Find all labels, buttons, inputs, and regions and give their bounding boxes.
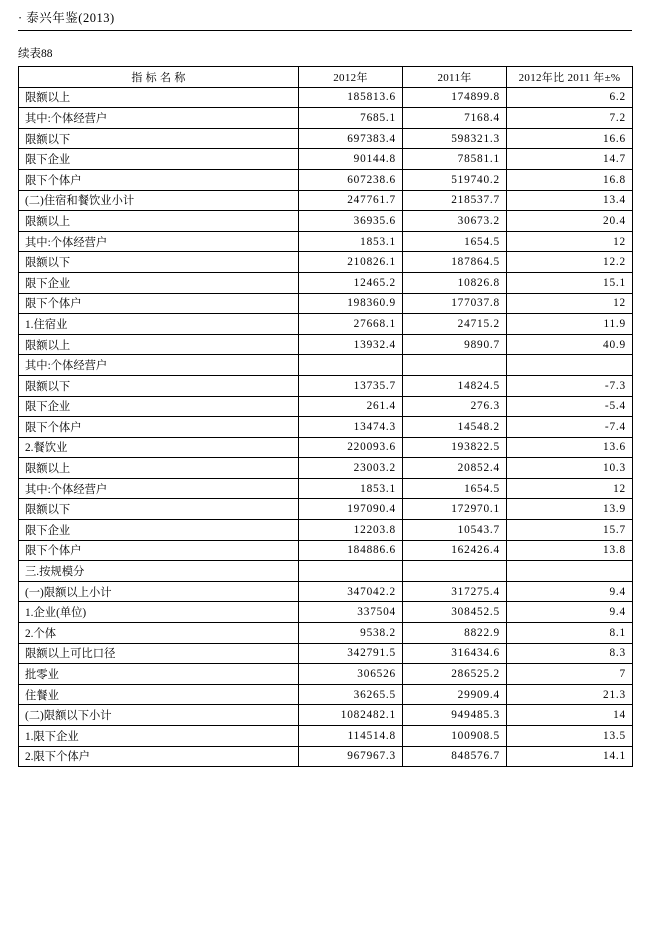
cell-2012: 90144.8 bbox=[299, 149, 403, 170]
cell-2012: 337504 bbox=[299, 602, 403, 623]
row-label: 限额以下 bbox=[19, 499, 299, 520]
table-row bbox=[19, 540, 633, 561]
row-label: 其中:个体经营户 bbox=[19, 108, 299, 129]
table-row bbox=[19, 231, 633, 252]
cell-pct bbox=[507, 561, 633, 582]
cell-pct: 14.1 bbox=[507, 746, 633, 767]
row-label: 1.企业(单位) bbox=[19, 602, 299, 623]
row-label: 限下企业 bbox=[19, 149, 299, 170]
cell-2012: 1082482.1 bbox=[299, 705, 403, 726]
row-label: 1.限下企业 bbox=[19, 726, 299, 747]
cell-2011: 24715.2 bbox=[403, 314, 507, 335]
cell-pct: 7 bbox=[507, 664, 633, 685]
cell-2011: 848576.7 bbox=[403, 746, 507, 767]
cell-pct: 14 bbox=[507, 705, 633, 726]
table-row bbox=[19, 684, 633, 705]
cell-2012: 306526 bbox=[299, 664, 403, 685]
cell-2011: 162426.4 bbox=[403, 540, 507, 561]
table-row bbox=[19, 169, 633, 190]
table-row bbox=[19, 643, 633, 664]
row-label: 限下企业 bbox=[19, 396, 299, 417]
row-label: 2.餐饮业 bbox=[19, 437, 299, 458]
table-row bbox=[19, 334, 633, 355]
cell-2011: 20852.4 bbox=[403, 458, 507, 479]
continuation-label: 续表88 bbox=[18, 48, 53, 60]
column-header-indicator: 指 标 名 称 bbox=[19, 67, 299, 88]
cell-2012: 185813.6 bbox=[299, 87, 403, 108]
cell-2012: 27668.1 bbox=[299, 314, 403, 335]
cell-pct: 13.5 bbox=[507, 726, 633, 747]
cell-2011: 14548.2 bbox=[403, 417, 507, 438]
cell-pct: 15.1 bbox=[507, 272, 633, 293]
cell-2011: 286525.2 bbox=[403, 664, 507, 685]
table-row bbox=[19, 726, 633, 747]
cell-2011: 316434.6 bbox=[403, 643, 507, 664]
cell-2011: 10543.7 bbox=[403, 520, 507, 541]
table-row bbox=[19, 664, 633, 685]
cell-pct: 13.4 bbox=[507, 190, 633, 211]
cell-2011: 276.3 bbox=[403, 396, 507, 417]
table-row bbox=[19, 375, 633, 396]
cell-2012: 210826.1 bbox=[299, 252, 403, 273]
cell-2012: 13474.3 bbox=[299, 417, 403, 438]
row-label: 其中:个体经营户 bbox=[19, 355, 299, 376]
table-row bbox=[19, 520, 633, 541]
cell-2012: 247761.7 bbox=[299, 190, 403, 211]
cell-2011: 14824.5 bbox=[403, 375, 507, 396]
cell-pct: 13.8 bbox=[507, 540, 633, 561]
row-label: 限额以上 bbox=[19, 458, 299, 479]
table-row bbox=[19, 128, 633, 149]
table-row bbox=[19, 458, 633, 479]
cell-pct: 9.4 bbox=[507, 581, 633, 602]
table-row bbox=[19, 211, 633, 232]
table-row bbox=[19, 87, 633, 108]
cell-2012: 261.4 bbox=[299, 396, 403, 417]
cell-2012: 607238.6 bbox=[299, 169, 403, 190]
row-label: 限下个体户 bbox=[19, 540, 299, 561]
cell-2011: 519740.2 bbox=[403, 169, 507, 190]
cell-2012 bbox=[299, 561, 403, 582]
row-label: 限额以下 bbox=[19, 128, 299, 149]
cell-2012: 697383.4 bbox=[299, 128, 403, 149]
row-label: 限下企业 bbox=[19, 272, 299, 293]
table-row bbox=[19, 602, 633, 623]
row-label: 限额以上 bbox=[19, 211, 299, 232]
cell-2012: 23003.2 bbox=[299, 458, 403, 479]
cell-2012: 184886.6 bbox=[299, 540, 403, 561]
table-row bbox=[19, 108, 633, 129]
cell-pct: 20.4 bbox=[507, 211, 633, 232]
cell-2012: 347042.2 bbox=[299, 581, 403, 602]
table-row bbox=[19, 746, 633, 767]
cell-2011: 7168.4 bbox=[403, 108, 507, 129]
cell-2011: 29909.4 bbox=[403, 684, 507, 705]
row-label: 其中:个体经营户 bbox=[19, 478, 299, 499]
cell-2011: 177037.8 bbox=[403, 293, 507, 314]
cell-2011: 949485.3 bbox=[403, 705, 507, 726]
cell-2011: 193822.5 bbox=[403, 437, 507, 458]
table-row bbox=[19, 293, 633, 314]
cell-pct: 12 bbox=[507, 231, 633, 252]
cell-pct: 40.9 bbox=[507, 334, 633, 355]
header-divider bbox=[18, 30, 632, 31]
row-label: 限下个体户 bbox=[19, 169, 299, 190]
cell-2011: 8822.9 bbox=[403, 623, 507, 644]
cell-2011: 172970.1 bbox=[403, 499, 507, 520]
row-label: (一)限额以上小计 bbox=[19, 581, 299, 602]
row-label: 住餐业 bbox=[19, 684, 299, 705]
cell-pct: 13.6 bbox=[507, 437, 633, 458]
table-row bbox=[19, 149, 633, 170]
row-label: 限额以上 bbox=[19, 334, 299, 355]
column-header-2011: 2011年 bbox=[403, 67, 507, 88]
row-label: 批零业 bbox=[19, 664, 299, 685]
row-label: 2.限下个体户 bbox=[19, 746, 299, 767]
cell-pct: 8.1 bbox=[507, 623, 633, 644]
cell-2011: 1654.5 bbox=[403, 231, 507, 252]
cell-2012: 1853.1 bbox=[299, 231, 403, 252]
table-row bbox=[19, 623, 633, 644]
row-label: 限下企业 bbox=[19, 520, 299, 541]
cell-2012 bbox=[299, 355, 403, 376]
cell-2012: 1853.1 bbox=[299, 478, 403, 499]
cell-2011 bbox=[403, 561, 507, 582]
cell-pct bbox=[507, 355, 633, 376]
cell-2011: 598321.3 bbox=[403, 128, 507, 149]
table-row bbox=[19, 705, 633, 726]
column-header-pct: 2012年比 2011 年±% bbox=[507, 67, 633, 88]
cell-2012: 13735.7 bbox=[299, 375, 403, 396]
cell-pct: -7.4 bbox=[507, 417, 633, 438]
cell-2012: 197090.4 bbox=[299, 499, 403, 520]
cell-2012: 36265.5 bbox=[299, 684, 403, 705]
cell-pct: 13.9 bbox=[507, 499, 633, 520]
cell-pct: 16.8 bbox=[507, 169, 633, 190]
row-label: (二)住宿和餐饮业小计 bbox=[19, 190, 299, 211]
cell-2011: 317275.4 bbox=[403, 581, 507, 602]
row-label: 限额以上可比口径 bbox=[19, 643, 299, 664]
cell-2011: 187864.5 bbox=[403, 252, 507, 273]
cell-2012: 13932.4 bbox=[299, 334, 403, 355]
row-label: 限下个体户 bbox=[19, 293, 299, 314]
cell-pct: 10.3 bbox=[507, 458, 633, 479]
cell-2012: 220093.6 bbox=[299, 437, 403, 458]
row-label: 2.个体 bbox=[19, 623, 299, 644]
table-header-row bbox=[19, 67, 633, 88]
table-row bbox=[19, 581, 633, 602]
page-header bbox=[18, 8, 632, 26]
row-label: (二)限额以下小计 bbox=[19, 705, 299, 726]
table-row bbox=[19, 396, 633, 417]
cell-2011: 1654.5 bbox=[403, 478, 507, 499]
cell-2011: 30673.2 bbox=[403, 211, 507, 232]
cell-pct: 11.9 bbox=[507, 314, 633, 335]
row-label: 限额以下 bbox=[19, 375, 299, 396]
cell-pct: -5.4 bbox=[507, 396, 633, 417]
table-row bbox=[19, 437, 633, 458]
cell-2011: 218537.7 bbox=[403, 190, 507, 211]
cell-2012: 9538.2 bbox=[299, 623, 403, 644]
cell-pct: 12 bbox=[507, 478, 633, 499]
cell-pct: 6.2 bbox=[507, 87, 633, 108]
table-row bbox=[19, 314, 633, 335]
cell-2012: 114514.8 bbox=[299, 726, 403, 747]
row-label: 限下个体户 bbox=[19, 417, 299, 438]
cell-2011: 9890.7 bbox=[403, 334, 507, 355]
table-row bbox=[19, 417, 633, 438]
cell-2011: 100908.5 bbox=[403, 726, 507, 747]
row-label: 其中:个体经营户 bbox=[19, 231, 299, 252]
table-row bbox=[19, 478, 633, 499]
cell-2011: 78581.1 bbox=[403, 149, 507, 170]
statistics-table-container bbox=[18, 66, 632, 767]
cell-pct: -7.3 bbox=[507, 375, 633, 396]
column-header-2012: 2012年 bbox=[299, 67, 403, 88]
cell-2012: 12465.2 bbox=[299, 272, 403, 293]
cell-2011: 308452.5 bbox=[403, 602, 507, 623]
cell-pct: 14.7 bbox=[507, 149, 633, 170]
row-label: 限额以下 bbox=[19, 252, 299, 273]
row-label: 限额以上 bbox=[19, 87, 299, 108]
row-label: 1.住宿业 bbox=[19, 314, 299, 335]
row-label: 三.按规模分 bbox=[19, 561, 299, 582]
cell-pct: 12.2 bbox=[507, 252, 633, 273]
cell-2012: 12203.8 bbox=[299, 520, 403, 541]
cell-2012: 36935.6 bbox=[299, 211, 403, 232]
cell-pct: 8.3 bbox=[507, 643, 633, 664]
cell-pct: 21.3 bbox=[507, 684, 633, 705]
cell-2011: 174899.8 bbox=[403, 87, 507, 108]
page-header-text: · 泰兴年鉴(2013) bbox=[18, 11, 115, 25]
cell-2011 bbox=[403, 355, 507, 376]
cell-pct: 15.7 bbox=[507, 520, 633, 541]
cell-pct: 12 bbox=[507, 293, 633, 314]
cell-pct: 16.6 bbox=[507, 128, 633, 149]
cell-2012: 7685.1 bbox=[299, 108, 403, 129]
table-row bbox=[19, 190, 633, 211]
table-body bbox=[19, 87, 633, 767]
cell-pct: 9.4 bbox=[507, 602, 633, 623]
statistics-table bbox=[18, 66, 633, 767]
table-row bbox=[19, 355, 633, 376]
table-row bbox=[19, 252, 633, 273]
cell-2011: 10826.8 bbox=[403, 272, 507, 293]
cell-2012: 967967.3 bbox=[299, 746, 403, 767]
table-row bbox=[19, 561, 633, 582]
table-row bbox=[19, 272, 633, 293]
cell-2012: 342791.5 bbox=[299, 643, 403, 664]
cell-2012: 198360.9 bbox=[299, 293, 403, 314]
cell-pct: 7.2 bbox=[507, 108, 633, 129]
table-row bbox=[19, 499, 633, 520]
